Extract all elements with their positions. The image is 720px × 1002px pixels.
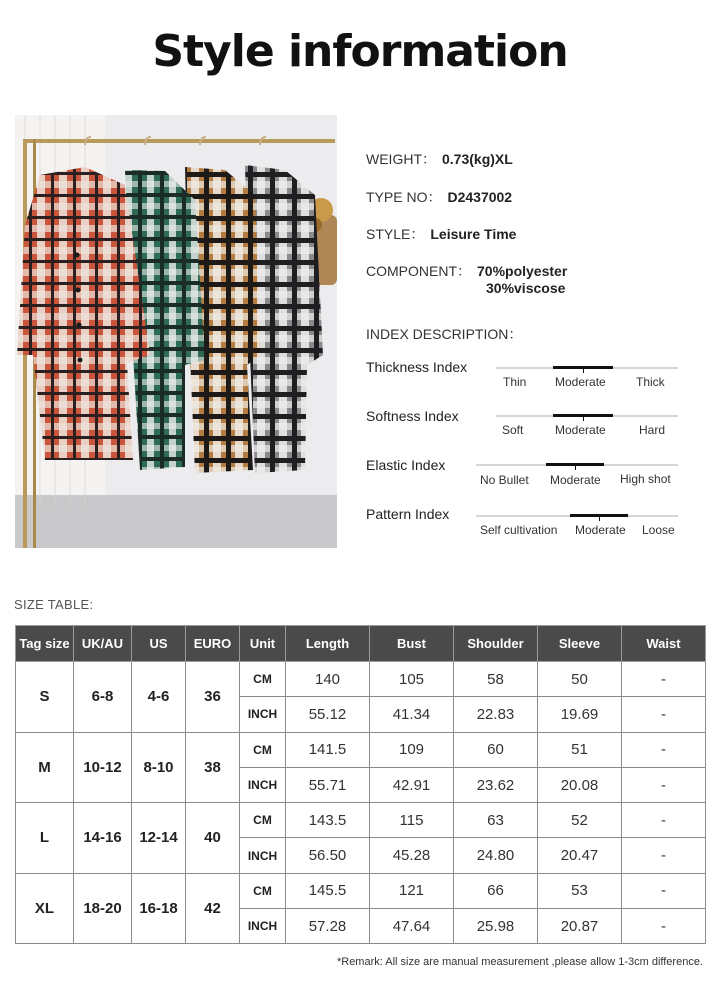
unit-cell: INCH xyxy=(240,697,286,732)
length-cell: 55.12 xyxy=(286,697,370,732)
sleeve-cell: 19.69 xyxy=(538,697,622,732)
waist-cell: - xyxy=(622,909,706,944)
elastic-option-low: No Bullet xyxy=(480,473,529,487)
unit-cell: CM xyxy=(240,662,286,697)
euro-cell: 42 xyxy=(186,873,240,944)
us-cell: 8-10 xyxy=(132,732,186,803)
col-header: Bust xyxy=(370,626,454,662)
thickness-index-name: Thickness Index xyxy=(366,359,468,375)
softness-option-high: Hard xyxy=(639,423,666,437)
uk-au-cell: 6-8 xyxy=(74,662,132,733)
us-cell: 4-6 xyxy=(132,662,186,733)
component-row-2 xyxy=(486,280,565,296)
unit-cell: CM xyxy=(240,873,286,908)
euro-cell: 38 xyxy=(186,732,240,803)
weight-value: 0.73(kg)XL xyxy=(442,151,513,167)
shoulder-cell: 63 xyxy=(454,803,538,838)
shoulder-cell: 66 xyxy=(454,873,538,908)
col-header: Shoulder xyxy=(454,626,538,662)
unit-cell: INCH xyxy=(240,909,286,944)
thickness-option-high: Thick xyxy=(636,375,665,389)
col-header: US xyxy=(132,626,186,662)
us-cell: 16-18 xyxy=(132,873,186,944)
uk-au-cell: 18-20 xyxy=(74,873,132,944)
pattern-option-low: Self cultivation xyxy=(480,523,558,537)
pattern-option-mid: Moderate xyxy=(575,523,626,537)
col-header: Sleeve xyxy=(538,626,622,662)
col-header: Waist xyxy=(622,626,706,662)
thickness-tick xyxy=(583,368,584,373)
sleeve-cell: 20.47 xyxy=(538,838,622,873)
remark-note: *Remark: All size are manual measurement ,please allow 1-3cm difference. xyxy=(336,956,703,968)
elastic-index-name: Elastic Index xyxy=(366,457,446,473)
waist-cell: - xyxy=(622,873,706,908)
col-header: UK/AU xyxy=(74,626,132,662)
euro-cell: 36 xyxy=(186,662,240,733)
elastic-option-high: High shot xyxy=(620,472,671,486)
component-value-2: 30%viscose xyxy=(486,280,566,296)
style-row xyxy=(366,224,516,244)
sleeve-cell: 53 xyxy=(538,873,622,908)
weight-row xyxy=(366,149,513,169)
bust-cell: 115 xyxy=(370,803,454,838)
uk-au-cell: 10-12 xyxy=(74,732,132,803)
bust-cell: 109 xyxy=(370,732,454,767)
bust-cell: 42.91 xyxy=(370,767,454,802)
unit-cell: INCH xyxy=(240,838,286,873)
table-row xyxy=(16,662,706,697)
waist-cell: - xyxy=(622,838,706,873)
size-table-heading: SIZE TABLE: xyxy=(14,597,94,612)
uk-au-cell: 14-16 xyxy=(74,803,132,874)
bust-cell: 47.64 xyxy=(370,909,454,944)
waist-cell: - xyxy=(622,697,706,732)
pattern-index xyxy=(366,506,686,546)
length-cell: 55.71 xyxy=(286,767,370,802)
shoulder-cell: 22.83 xyxy=(454,697,538,732)
col-header: EURO xyxy=(186,626,240,662)
tag-size-cell: L xyxy=(16,803,74,874)
shoulder-cell: 58 xyxy=(454,662,538,697)
thickness-index xyxy=(366,359,686,399)
waist-cell: - xyxy=(622,732,706,767)
page-title: Style information xyxy=(152,26,568,77)
euro-cell: 40 xyxy=(186,803,240,874)
style-label: STYLE： xyxy=(366,226,425,242)
coats-on-rack-image xyxy=(15,115,337,548)
length-cell: 140 xyxy=(286,662,370,697)
weight-label: WEIGHT： xyxy=(366,151,436,167)
sleeve-cell: 52 xyxy=(538,803,622,838)
sleeve-cell: 50 xyxy=(538,662,622,697)
waist-cell: - xyxy=(622,767,706,802)
sleeve-cell: 20.08 xyxy=(538,767,622,802)
thickness-option-mid: Moderate xyxy=(555,375,606,389)
thickness-option-low: Thin xyxy=(503,375,527,389)
type-label: TYPE NO： xyxy=(366,189,442,205)
length-cell: 57.28 xyxy=(286,909,370,944)
softness-option-low: Soft xyxy=(502,423,524,437)
softness-index-name: Softness Index xyxy=(366,408,459,424)
length-cell: 141.5 xyxy=(286,732,370,767)
softness-tick xyxy=(583,416,584,421)
type-value: D2437002 xyxy=(447,189,513,205)
shoulder-cell: 24.80 xyxy=(454,838,538,873)
component-label: COMPONENT： xyxy=(366,263,471,279)
tag-size-cell: M xyxy=(16,732,74,803)
elastic-index xyxy=(366,457,686,497)
pattern-tick xyxy=(599,516,600,521)
shoulder-cell: 60 xyxy=(454,732,538,767)
tag-size-cell: S xyxy=(16,662,74,733)
shoulder-cell: 25.98 xyxy=(454,909,538,944)
col-header: Unit xyxy=(240,626,286,662)
col-header: Tag size xyxy=(16,626,74,662)
component-row xyxy=(366,261,567,281)
waist-cell: - xyxy=(622,803,706,838)
table-row xyxy=(16,803,706,838)
bust-cell: 41.34 xyxy=(370,697,454,732)
waist-cell: - xyxy=(622,662,706,697)
style-value: Leisure Time xyxy=(430,226,517,242)
bust-cell: 45.28 xyxy=(370,838,454,873)
unit-cell: CM xyxy=(240,803,286,838)
length-cell: 145.5 xyxy=(286,873,370,908)
unit-cell: INCH xyxy=(240,767,286,802)
product-photo xyxy=(15,115,337,548)
index-description-heading: INDEX DESCRIPTION： xyxy=(366,326,523,342)
size-table-header-row xyxy=(16,626,706,662)
bust-cell: 121 xyxy=(370,873,454,908)
sleeve-cell: 51 xyxy=(538,732,622,767)
sleeve-cell: 20.87 xyxy=(538,909,622,944)
shoulder-cell: 23.62 xyxy=(454,767,538,802)
pattern-option-high: Loose xyxy=(642,523,675,537)
softness-option-mid: Moderate xyxy=(555,423,606,437)
tag-size-cell: XL xyxy=(16,873,74,944)
size-table xyxy=(15,625,706,944)
unit-cell: CM xyxy=(240,732,286,767)
us-cell: 12-14 xyxy=(132,803,186,874)
type-row xyxy=(366,187,512,207)
bust-cell: 105 xyxy=(370,662,454,697)
col-header: Length xyxy=(286,626,370,662)
softness-index xyxy=(366,408,686,448)
elastic-tick xyxy=(575,465,576,470)
elastic-option-mid: Moderate xyxy=(550,473,601,487)
pattern-index-name: Pattern Index xyxy=(366,506,450,522)
component-value-1: 70%polyester xyxy=(477,263,568,279)
length-cell: 56.50 xyxy=(286,838,370,873)
table-row xyxy=(16,732,706,767)
table-row xyxy=(16,873,706,908)
length-cell: 143.5 xyxy=(286,803,370,838)
